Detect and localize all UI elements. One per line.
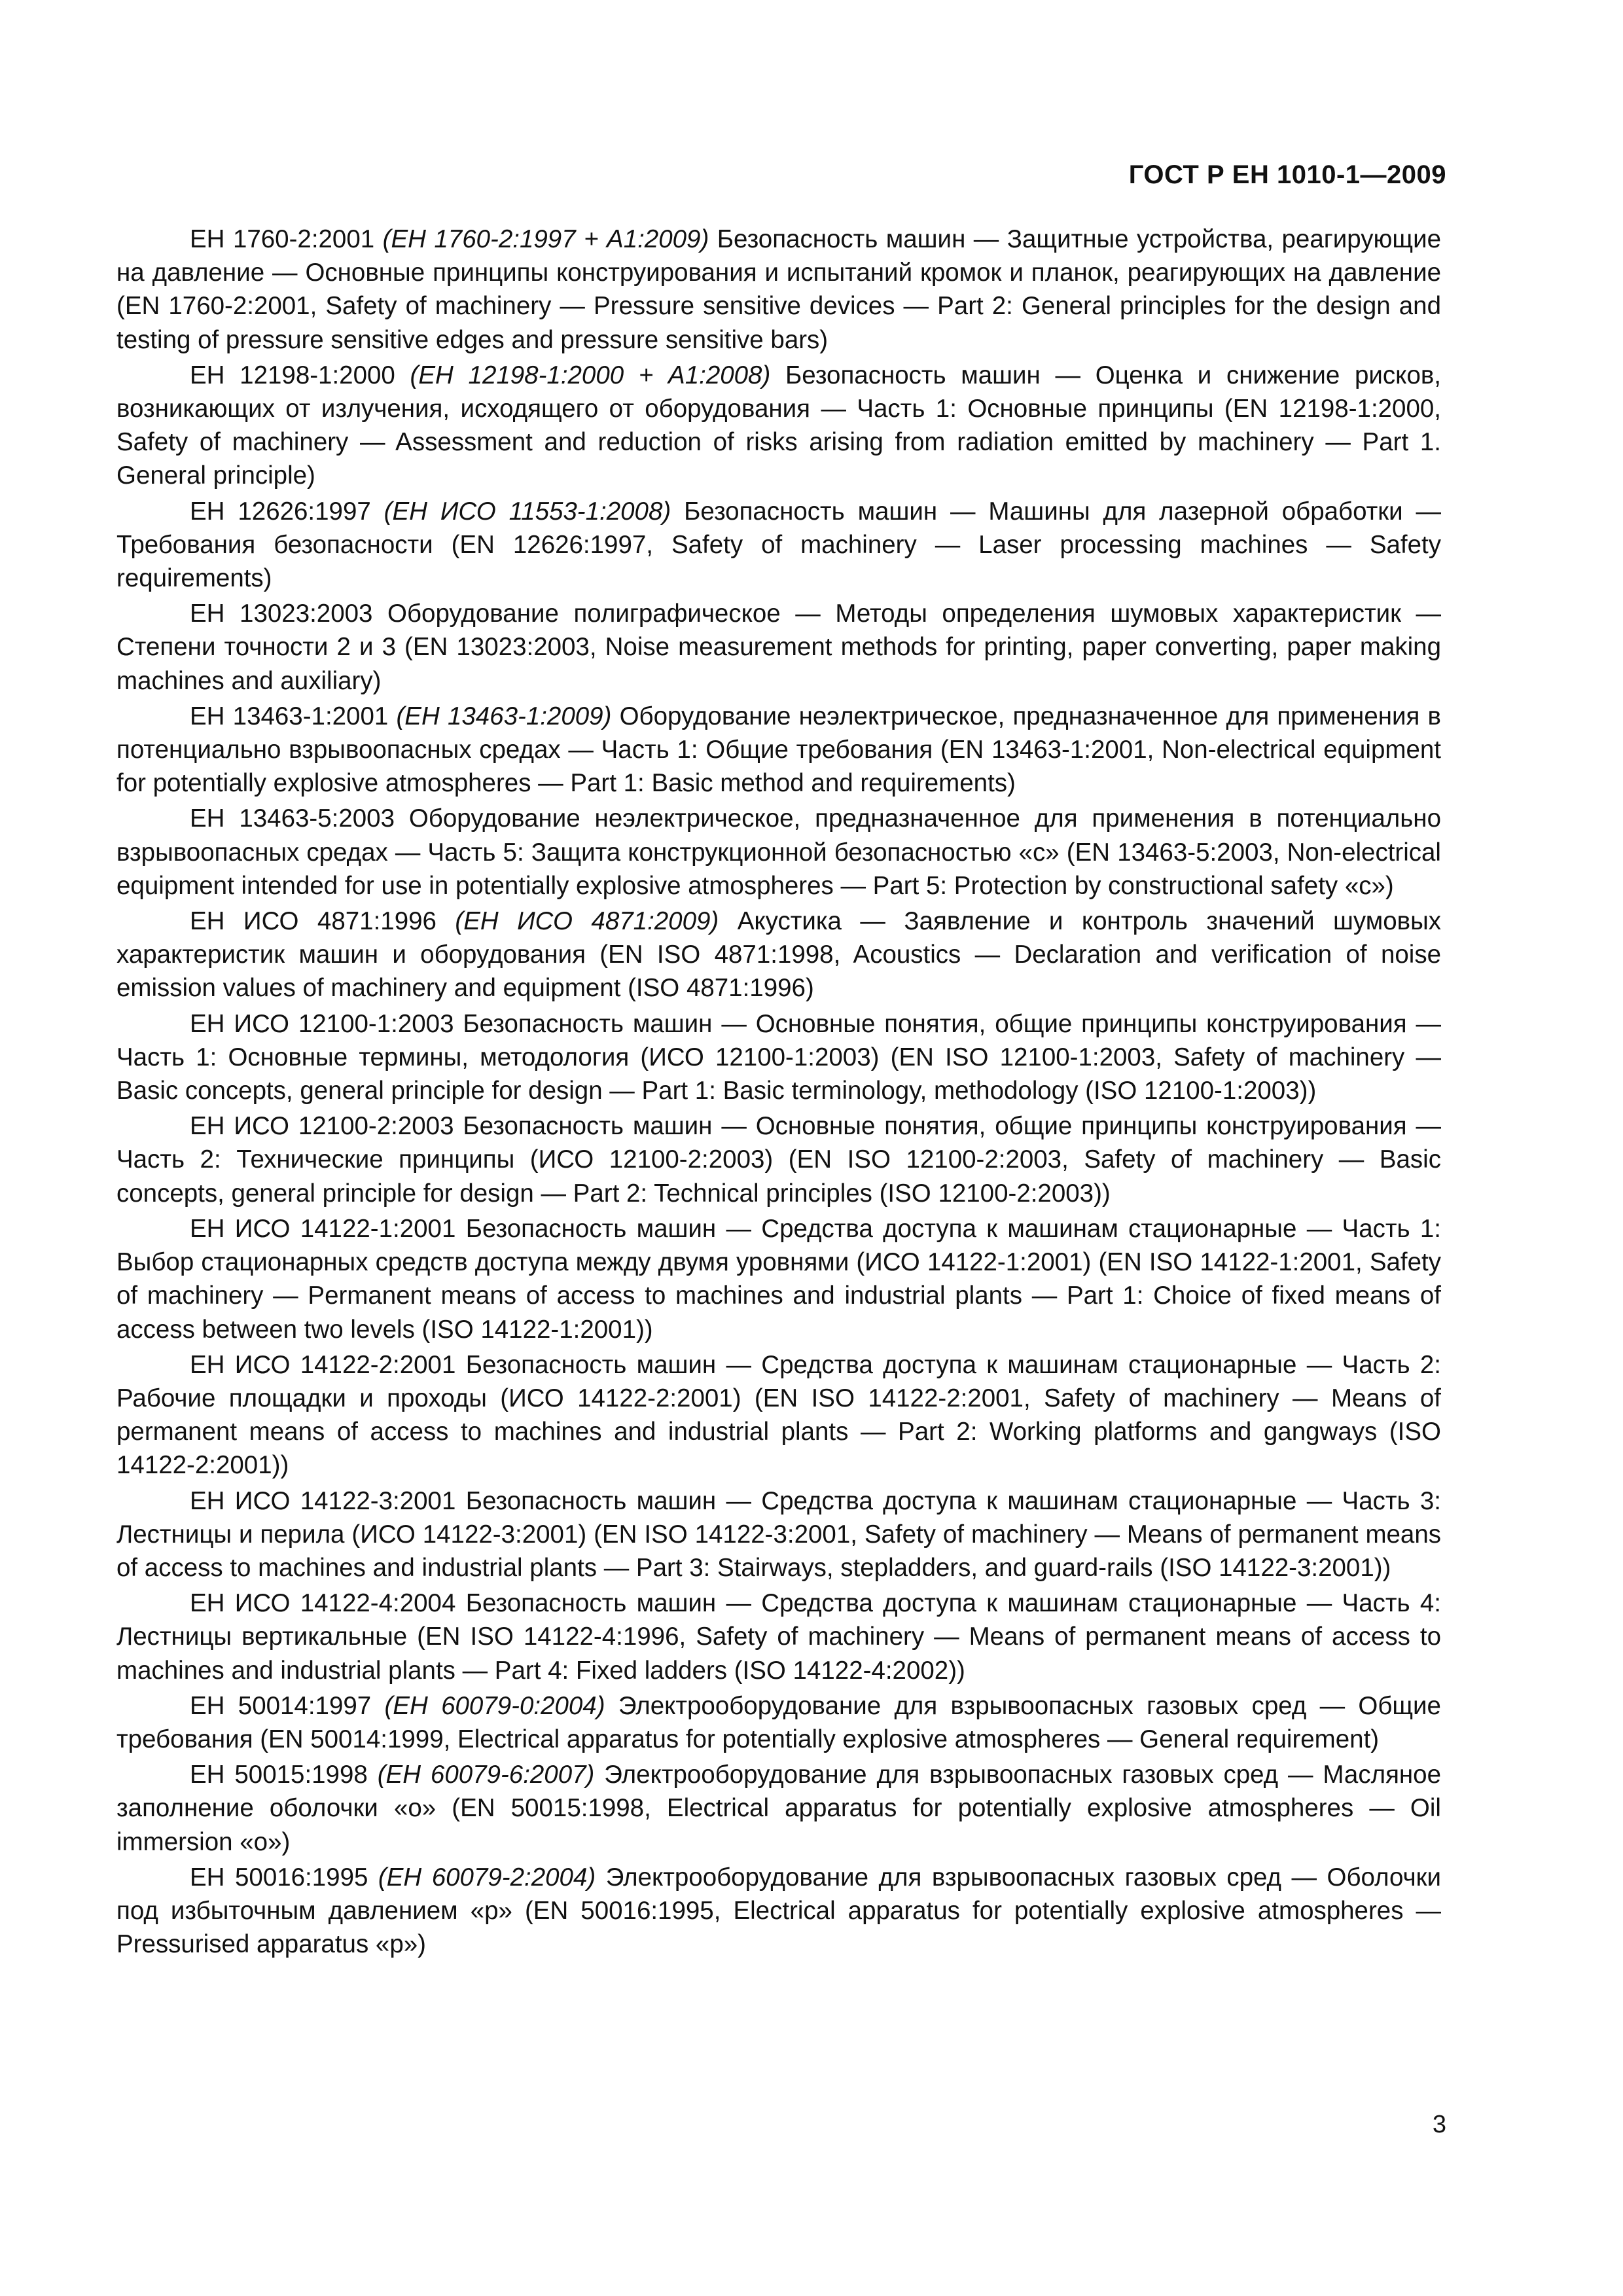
reference-title: Оборудование полиграфическое — Методы определения шумовых характеристик — Степени точности 2 и 3 (EN 13023:2003, Noise measurement methods for printing, paper converting, paper making machines and auxiliary)	[116, 600, 1441, 695]
document-designation: ГОСТ Р ЕН 1010-1—2009	[1128, 160, 1446, 189]
reference-code: ЕН ИСО 14122-1:2001	[190, 1214, 456, 1243]
reference-code: ЕН 50016:1995	[190, 1863, 368, 1892]
reference-code: ЕН 50014:1997	[190, 1691, 372, 1720]
reference-code: ЕН 50015:1998	[190, 1761, 368, 1789]
reference-entry	[116, 1758, 1441, 1861]
reference-code: ЕН 13463-5:2003	[190, 804, 395, 833]
reference-title: Безопасность машин — Основные понятия, общие принципы конструирования — Часть 1: Основные термины, методология (ИСО 12100-1:2003) (EN ISO 12100-1:2003, Safety of machinery — Basic concepts, general principle for design — Part 1: Basic terminology, methodology (ISO 12100-1:2003))	[116, 1009, 1442, 1105]
reference-dated-edition: (ЕН 60079-0:2004)	[384, 1691, 605, 1720]
reference-title: Оборудование неэлектрическое, предназначенное для применения в потенциально взрывоопасных средах — Часть 1: Общие требования (EN 13463-1:2001, Non-electrical equipment for potentially explosive atmospheres — Part 1: Basic method and requirements)	[116, 702, 1441, 798]
reference-code: ЕН 1760-2:2001	[190, 225, 375, 253]
reference-title: Оборудование неэлектрическое, предназначенное для применения в потенциально взрывоопасных средах — Часть 5: Защита конструкционной безопасностью «c» (EN 13463-5:2003, Non-electrical equipment intended for use in potentially explosive atmospheres — Part 5: Protection by constructional safety «c»)	[116, 804, 1441, 900]
reference-dated-edition: (ЕН 60079-6:2007)	[377, 1761, 595, 1789]
reference-entry	[116, 495, 1441, 598]
normative-references-list	[116, 223, 1441, 1963]
reference-code: ЕН 13463-1:2001	[190, 702, 389, 730]
reference-entry	[116, 1689, 1441, 1758]
reference-title: Безопасность машин — Средства доступа к машинам стационарные — Часть 4: Лестницы вертикальные (EN ISO 14122-4:1996, Safety of machinery — Means of permanent means of access to machines and industrial plants — Part 4: Fixed ladders (ISO 14122-4:2002))	[116, 1589, 1441, 1685]
reference-entry	[116, 223, 1441, 359]
reference-title: Электрооборудование для взрывоопасных газовых сред — Общие требования (EN 50014:1999, Electrical apparatus for potentially explosive atmospheres — General requirement)	[116, 1691, 1441, 1753]
reference-title: Безопасность машин — Средства доступа к машинам стационарные — Часть 3: Лестницы и перила (ИСО 14122-3:2001) (EN ISO 14122-3:2001, Safety of machinery — Means of permanent means of access to machines and industrial plants — Part 3: Stairways, stepladders, and guard-rails (ISO 14122-3:2001))	[116, 1486, 1441, 1582]
reference-title: Безопасность машин — Машины для лазерной обработки — Требования безопасности (EN 12626:1997, Safety of machinery — Laser processing machines — Safety requirements)	[116, 497, 1442, 593]
reference-entry	[116, 1348, 1441, 1484]
reference-dated-edition: (ЕН 12198-1:2000 + А1:2008)	[410, 361, 771, 389]
reference-entry	[116, 1212, 1441, 1348]
reference-entry	[116, 1109, 1441, 1212]
reference-entry	[116, 359, 1441, 495]
reference-entry	[116, 1587, 1441, 1689]
reference-code: ЕН ИСО 12100-1:2003	[190, 1009, 454, 1038]
reference-dated-edition: (ЕН ИСО 11553-1:2008)	[383, 497, 671, 526]
reference-code: ЕН 13023:2003	[190, 600, 373, 628]
reference-entry	[116, 802, 1441, 905]
reference-entry	[116, 700, 1441, 802]
reference-dated-edition: (ЕН 1760-2:1997 + А1:2009)	[382, 225, 709, 253]
reference-entry	[116, 905, 1441, 1007]
reference-entry	[116, 1007, 1441, 1110]
reference-code: ЕН ИСО 14122-4:2004	[190, 1589, 456, 1618]
reference-dated-edition: (ЕН ИСО 4871:2009)	[455, 907, 719, 936]
reference-entry	[116, 1861, 1441, 1964]
reference-code: ЕН ИСО 14122-3:2001	[190, 1486, 456, 1515]
reference-code: ЕН ИСО 12100-2:2003	[190, 1112, 454, 1141]
reference-code: ЕН 12626:1997	[190, 497, 371, 526]
reference-title: Безопасность машин — Защитные устройства, реагирующие на давление — Основные принципы конструирования и испытаний кромок и планок, реагирующих на давление (EN 1760-2:2001, Safety of machinery — Pressure sensitive devices — Part 2: General principles for the design and testing of pressure sensitive edges and pressure sensitive bars)	[116, 225, 1442, 354]
reference-title: Электрооборудование для взрывоопасных газовых сред — Масляное заполнение оболочки «o» (EN 50015:1998, Electrical apparatus for potentially explosive atmospheres — Oil immersion «o»)	[116, 1761, 1441, 1856]
reference-title: Безопасность машин — Средства доступа к машинам стационарные — Часть 1: Выбор стационарных средств доступа между двумя уровнями (ИСО 14122-1:2001) (EN ISO 14122-1:2001, Safety of machinery — Permanent means of access to machines and industrial plants — Part 1: Choice of fixed means of access between two levels (ISO 14122-1:2001))	[116, 1214, 1441, 1344]
reference-entry	[116, 597, 1441, 700]
reference-dated-edition: (ЕН 13463-1:2009)	[396, 702, 612, 730]
reference-title: Безопасность машин — Оценка и снижение рисков, возникающих от излучения, исходящего от оборудования — Часть 1: Основные принципы (EN 12198-1:2000, Safety of machinery — Assessment and reduction of risks arising from radiation emitted by machinery — Part 1. General principle)	[116, 361, 1441, 490]
reference-code: ЕН ИСО 4871:1996	[190, 907, 437, 936]
reference-dated-edition: (ЕН 60079-2:2004)	[378, 1863, 596, 1892]
reference-title: Безопасность машин — Средства доступа к машинам стационарные — Часть 2: Рабочие площадки и проходы (ИСО 14122-2:2001) (EN ISO 14122-2:2001, Safety of machinery — Means of permanent means of access to machines and industrial plants — Part 2: Working platforms and gangways (ISO 14122-2:2001))	[116, 1350, 1441, 1480]
reference-title: Акустика — Заявление и контроль значений шумовых характеристик машин и оборудования (EN ISO 4871:1998, Acoustics — Declaration and verification of noise emission values of machinery and equipment (ISO 4871:1996)	[116, 907, 1442, 1003]
page-number: 3	[1432, 2111, 1446, 2138]
reference-code: ЕН 12198-1:2000	[190, 361, 395, 389]
reference-entry	[116, 1484, 1441, 1587]
reference-code: ЕН ИСО 14122-2:2001	[190, 1350, 456, 1379]
reference-title: Электрооборудование для взрывоопасных газовых сред — Оболочки под избыточным давлением «p» (EN 50016:1995, Electrical apparatus for potentially explosive atmospheres — Pressurised apparatus «p»)	[116, 1863, 1441, 1959]
reference-title: Безопасность машин — Основные понятия, общие принципы конструирования — Часть 2: Технические принципы (ИСО 12100-2:2003) (EN ISO 12100-2:2003, Safety of machinery — Basic concepts, general principle for design — Part 2: Technical principles (ISO 12100-2:2003))	[116, 1112, 1442, 1208]
